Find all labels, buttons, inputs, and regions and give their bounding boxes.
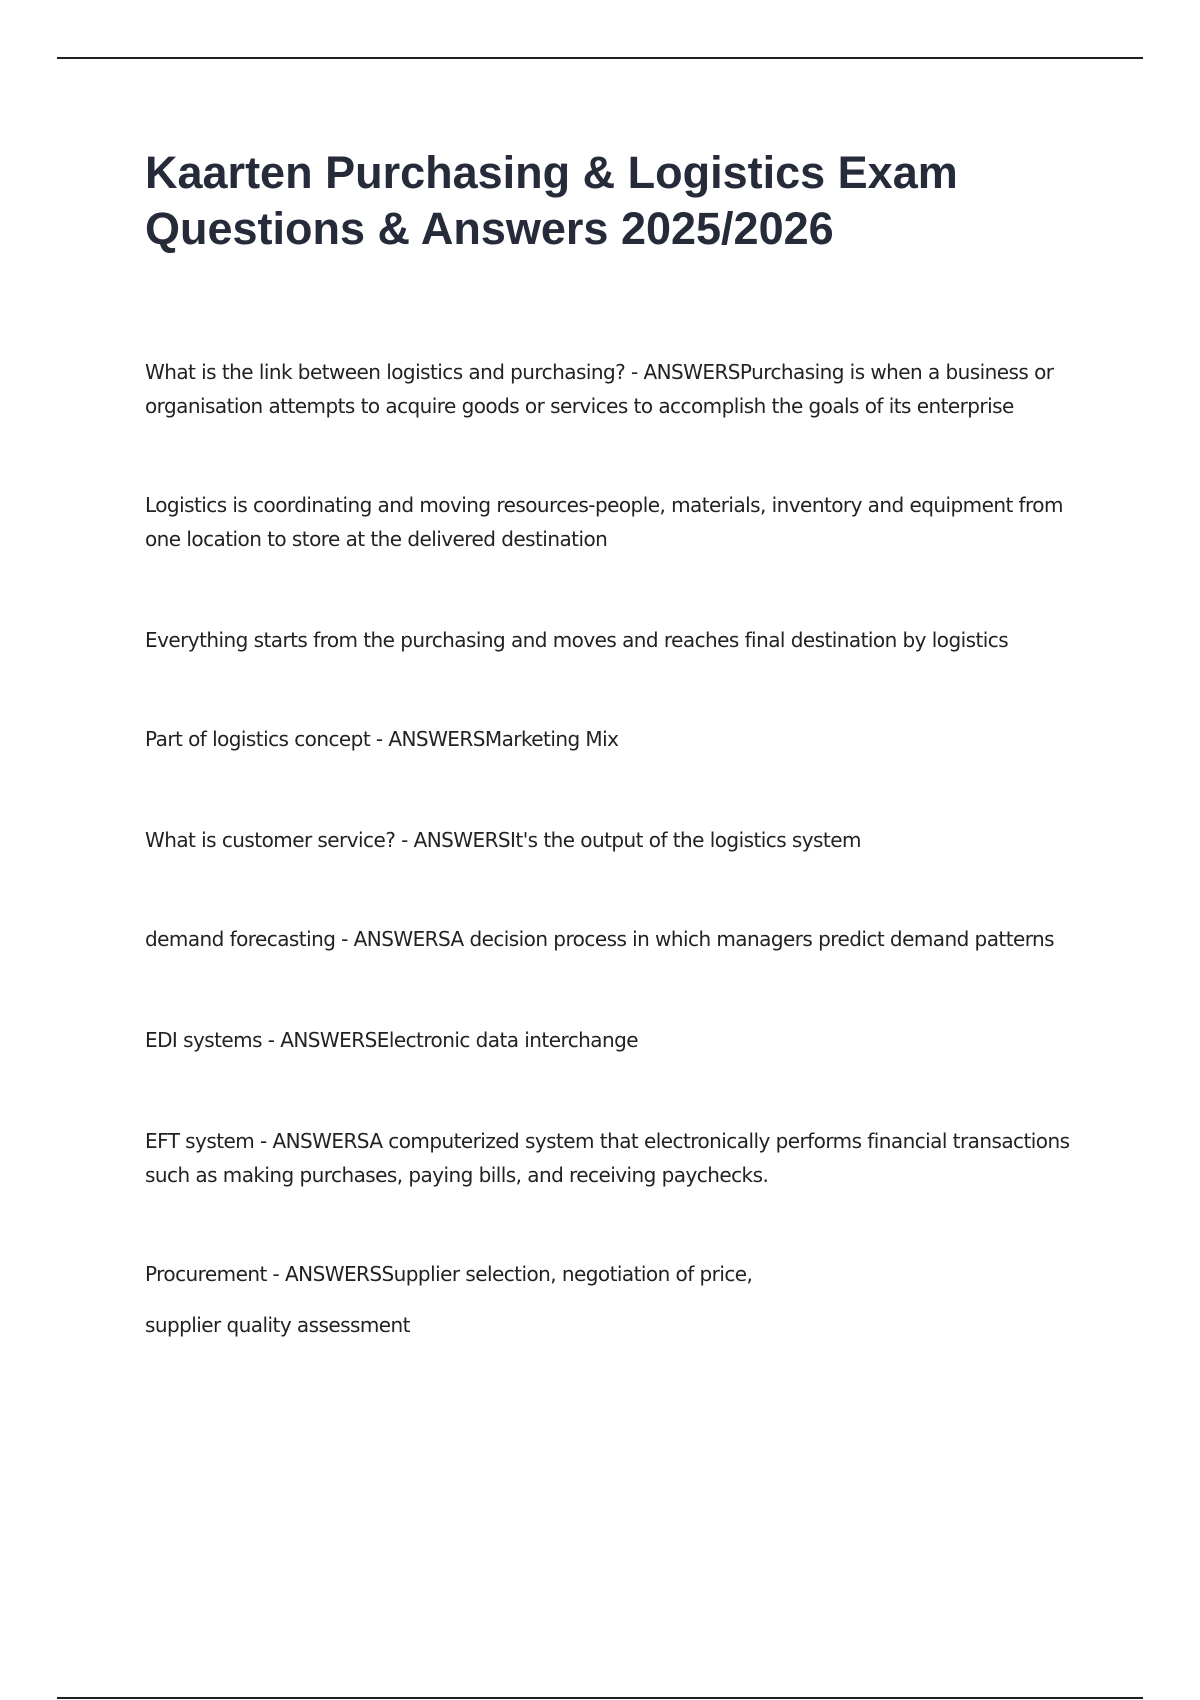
qa-paragraph-4: Part of logistics concept - ANSWERSMarketing Mix [145,727,619,751]
qa-paragraph-6: demand forecasting - ANSWERSA decision process in which managers predict demand patterns [145,927,1055,951]
qa-paragraph-2: Logistics is coordinating and moving resources-people, materials, inventory and equipment from one location to store at the delivered destination [145,493,1063,551]
qa-paragraph-7: EDI systems - ANSWERSElectronic data interchange [145,1028,639,1052]
document-title: Kaarten Purchasing & Logistics Exam Questions & Answers 2025/2026 [145,147,958,254]
qa-paragraph-3: Everything starts from the purchasing and moves and reaches final destination by logistics [145,628,1009,652]
qa-paragraph-9: Procurement - ANSWERSSupplier selection, negotiation of price, [145,1262,753,1286]
qa-paragraph-1: What is the link between logistics and purchasing? - ANSWERSPurchasing is when a business or organisation attempts to acquire goods or services to accomplish the goals of its enterprise [145,360,1054,418]
qa-paragraph-10: supplier quality assessment [145,1313,410,1337]
bottom-divider [57,1697,1143,1699]
qa-paragraph-5: What is customer service? - ANSWERSIt's the output of the logistics system [145,828,861,852]
qa-paragraph-8: EFT system - ANSWERSA computerized system that electronically performs financial transactions such as making purchases, paying bills, and receiving paychecks. [145,1129,1070,1187]
top-divider [57,57,1143,59]
